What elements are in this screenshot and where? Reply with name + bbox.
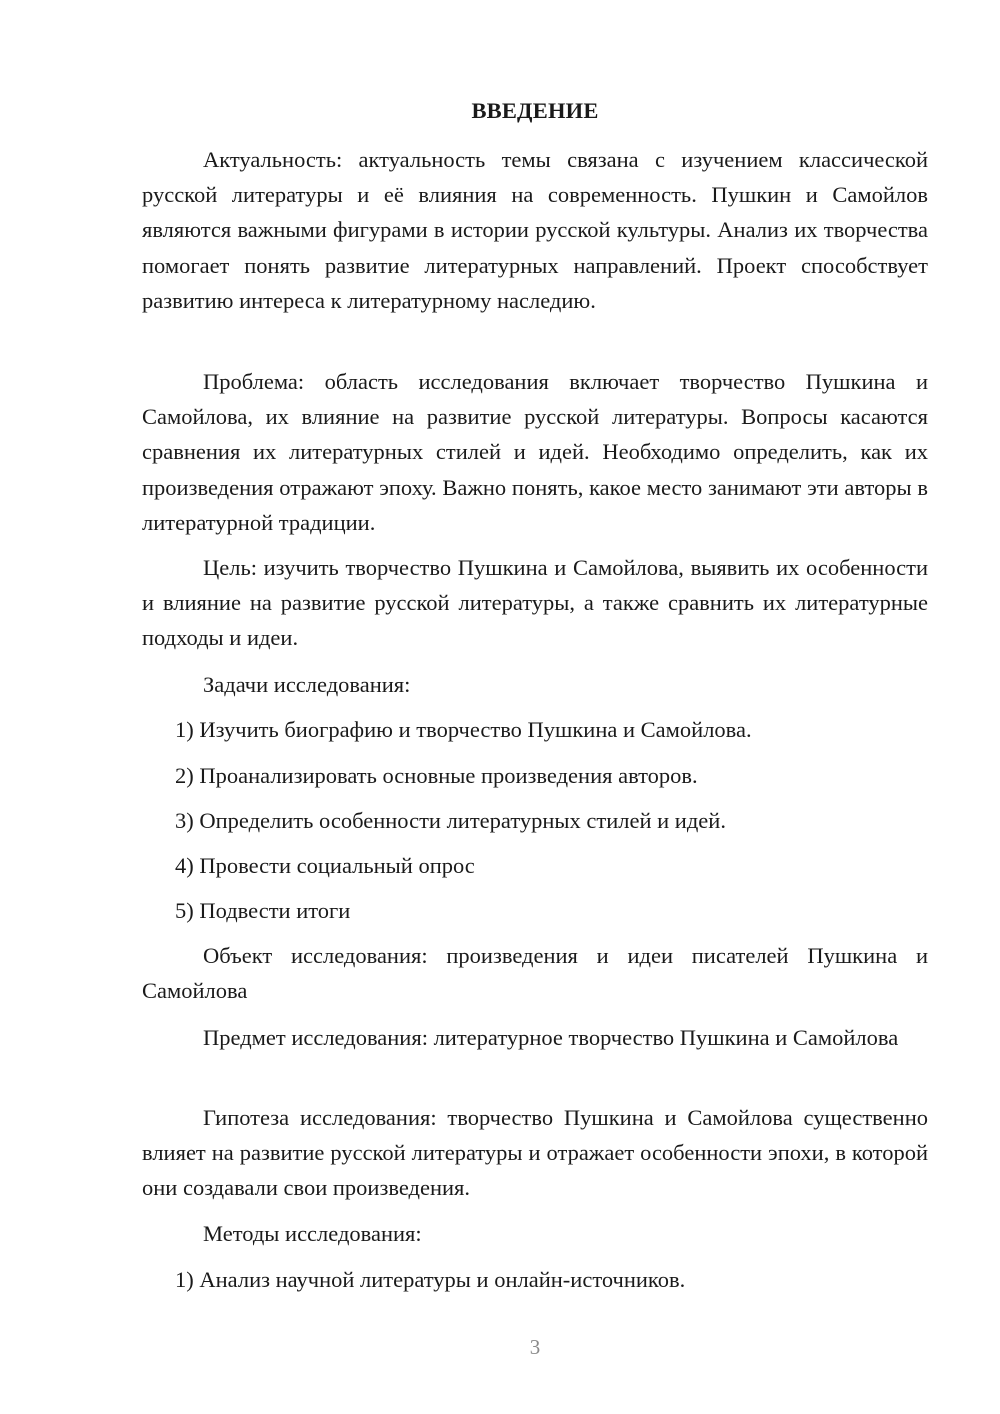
task-item: 2) Проанализировать основные произведения авторов. bbox=[175, 763, 698, 788]
methods-heading: Методы исследования: bbox=[203, 1221, 422, 1246]
hypothesis-paragraph: Гипотеза исследования: творчество Пушкина и Самойлова существенно влияет на развитие русской литературы и отражает особенности эпохи, в которой они создавали свои произведения. bbox=[142, 1105, 928, 1201]
task-item: 1) Изучить биографию и творчество Пушкина и Самойлова. bbox=[175, 717, 752, 742]
page-number: 3 bbox=[529, 1335, 541, 1359]
object-paragraph: Объект исследования: произведения и идеи писателей Пушкина и Самойлова bbox=[142, 943, 928, 1004]
task-item: 4) Провести социальный опрос bbox=[175, 853, 475, 878]
task-item: 5) Подвести итоги bbox=[175, 898, 351, 923]
subject-paragraph: Предмет исследования: литературное творчество Пушкина и Самойлова bbox=[203, 1025, 899, 1050]
task-item: 3) Определить особенности литературных стилей и идей. bbox=[175, 808, 726, 833]
section-title: ВВЕДЕНИЕ bbox=[471, 98, 599, 123]
goal-paragraph: Цель: изучить творчество Пушкина и Самойлова, выявить их особенности и влияние на развитие русской литературы, а также сравнить их литературные подходы и идеи. bbox=[142, 555, 928, 651]
document-page bbox=[142, 0, 928, 1414]
relevance-paragraph: Актуальность: актуальность темы связана с изучением классической русской литературы и её влияния на современность. Пушкин и Самойлов являются важными фигурами в истории русской культуры. Анализ их творчества помогает понять развитие литературных направлений. Проект способствует развитию интереса к литературному наследию. bbox=[142, 147, 928, 313]
problem-paragraph: Проблема: область исследования включает творчество Пушкина и Самойлова, их влияние на развитие русской литературы. Вопросы касаются сравнения их литературных стилей и идей. Необходимо определить, как их произведения отражают эпоху. Важно понять, какое место занимают эти авторы в литературной традиции. bbox=[142, 369, 928, 535]
method-item: 1) Анализ научной литературы и онлайн-источников. bbox=[175, 1267, 686, 1292]
tasks-heading: Задачи исследования: bbox=[203, 672, 411, 697]
